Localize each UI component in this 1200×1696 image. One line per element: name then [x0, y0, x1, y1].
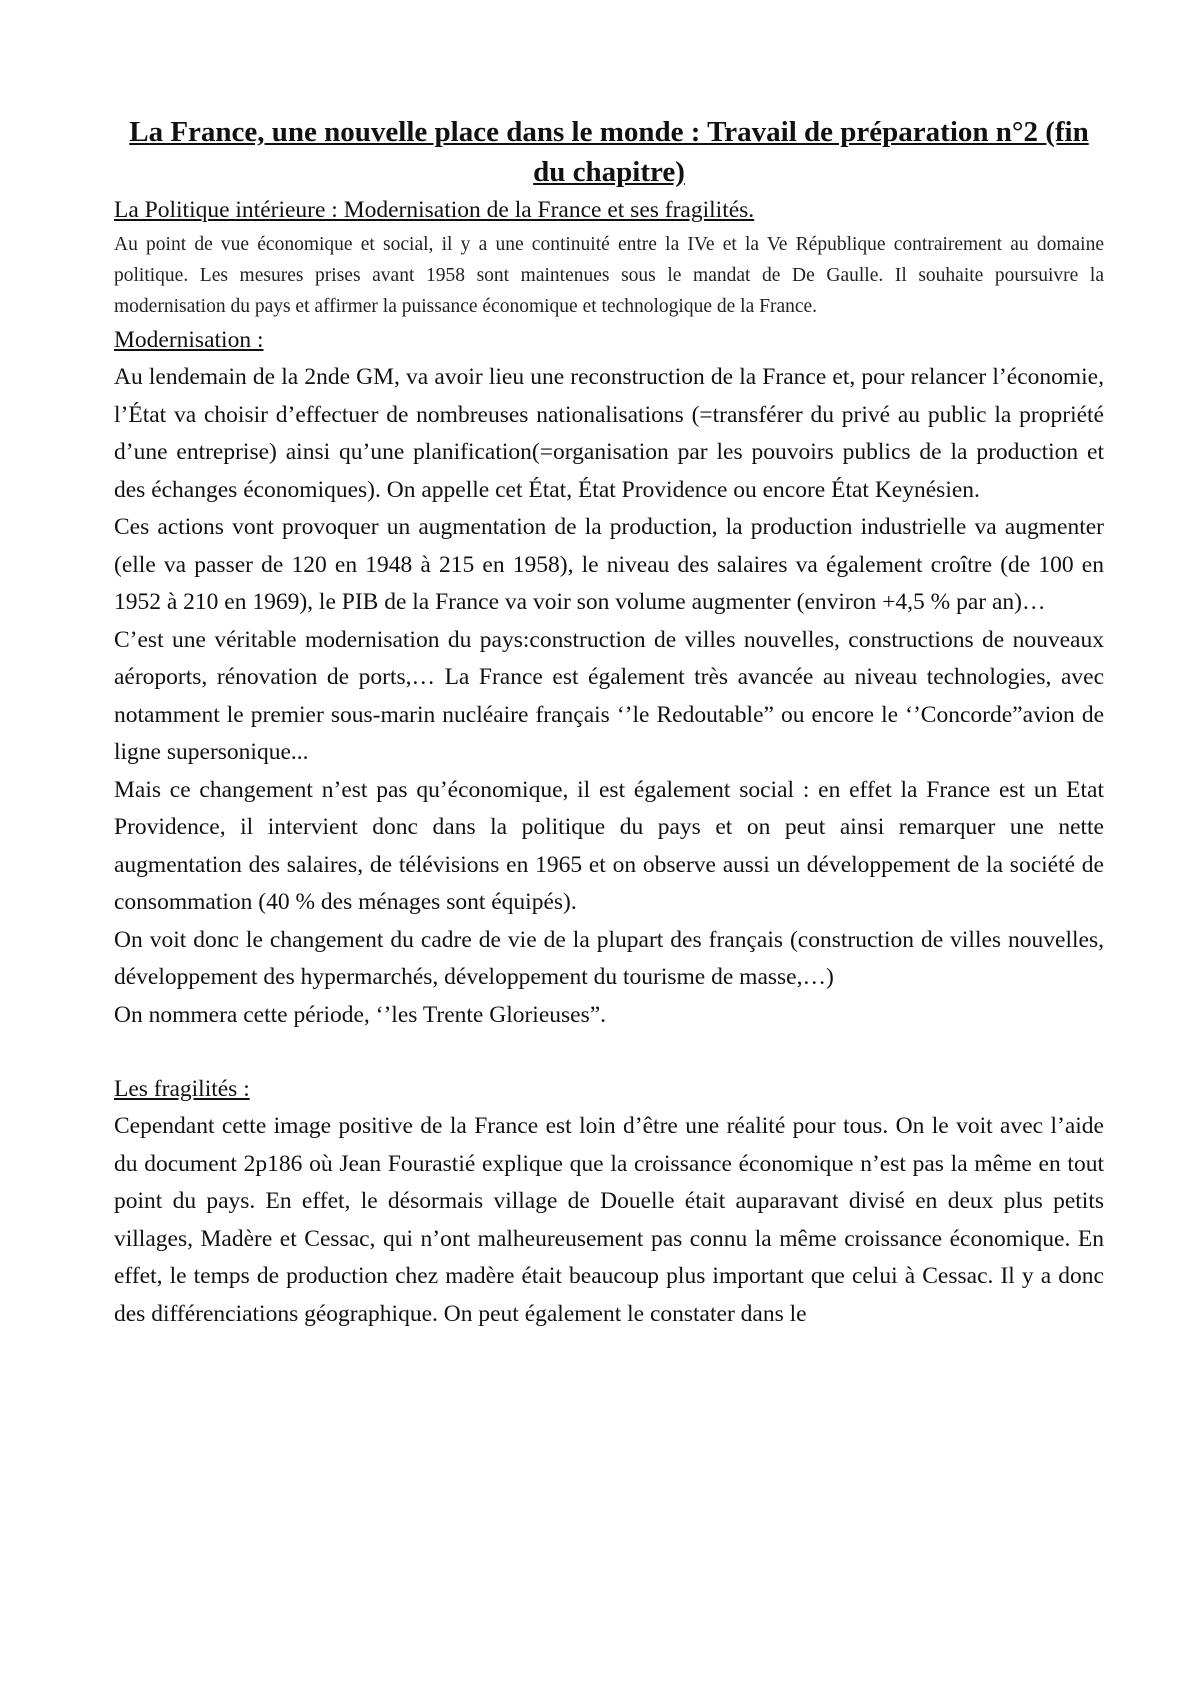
- document-body: [114, 112, 1104, 1333]
- paragraph-changement-social: Mais ce changement n’est pas qu’économique, il est également social : en effet la France est un Etat Providence, il intervient donc dans la politique du pays et on peut ainsi remarquer une nette augmentation des salaires, de télévisions en 1965 et on observe aussi un développement de la société de consommation (40 % des ménages sont équipés).: [114, 776, 1104, 915]
- paragraph-cadre-de-vie: On voit donc le changement du cadre de vie de la plupart des français (construction de villes nouvelles, développement des hypermarchés, développement du tourisme de masse,…): [114, 926, 1104, 990]
- section-heading-modernisation: Modernisation :: [114, 327, 264, 353]
- paragraph-spacer: [114, 1034, 1104, 1071]
- section-heading-politique-interieure: La Politique intérieure : Modernisation de la France et ses fragilités.: [114, 197, 755, 223]
- paragraph-reconstruction: Au lendemain de la 2nde GM, va avoir lieu une reconstruction de la France et, pour relancer l’économie, l’État va choisir d’effectuer de nombreuses nationalisations (=transférer du privé au public la propriété d’une entreprise) ainsi qu’une planification(=organisation par les pouvoirs publics de la production et des échanges économiques). On appelle cet État, État Providence ou encore État Keynésien.: [114, 364, 1104, 503]
- paragraph-production: Ces actions vont provoquer un augmentation de la production, la production industrielle va augmenter (elle va passer de 120 en 1948 à 215 en 1958), le niveau des salaires va également croître (de 100 en 1952 à 210 en 1969), le PIB de la France va voir son volume augmenter (environ +4,5 % par an)…: [114, 514, 1104, 615]
- intro-paragraph: Au point de vue économique et social, il y a une continuité entre la IVe et la Ve République contrairement au domaine politique. Les mesures prises avant 1958 sont maintenues sous le mandat de De Gaulle. Il souhaite poursuivre la modernisation du pays et affirmer la puissance économique et technologique de la France.: [114, 234, 1104, 317]
- document-title: La France, une nouvelle place dans le monde : Travail de préparation n°2 (fin du chapitre): [129, 116, 1089, 188]
- paragraph-fragilites: Cependant cette image positive de la France est loin d’être une réalité pour tous. On le voit avec l’aide du document 2p186 où Jean Fourastié explique que la croissance économique n’est pas la même en tout point du pays. En effet, le désormais village de Douelle était auparavant divisé en deux plus petits villages, Madère et Cessac, qui n’ont malheureusement pas connu la même croissance économique. En effet, le temps de production chez madère était beaucoup plus important que celui à Cessac. Il y a donc des différenciations géographique. On peut également le constater dans le: [114, 1113, 1104, 1327]
- section-heading-fragilites: Les fragilités :: [114, 1076, 250, 1102]
- paragraph-trente-glorieuses: On nommera cette période, ‘’les Trente Glorieuses”.: [114, 1001, 607, 1028]
- paragraph-modernisation-pays: C’est une véritable modernisation du pays:construction de villes nouvelles, constructions de nouveaux aéroports, rénovation de ports,… La France est également très avancée au niveau technologies, avec notamment le premier sous-marin nucléaire français ‘’le Redoutable” ou encore le ‘’Concorde”avion de ligne supersonique...: [114, 626, 1104, 765]
